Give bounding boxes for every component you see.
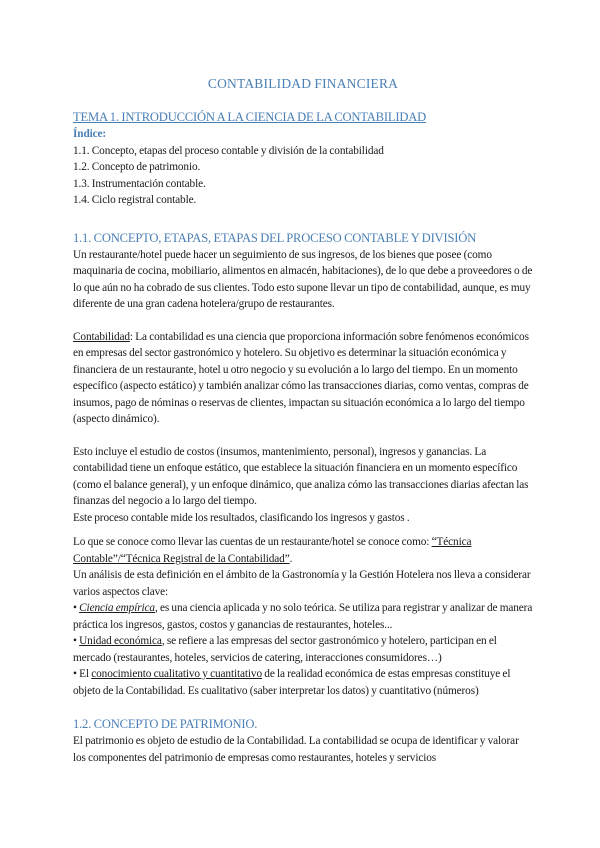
term-conocimiento: conocimiento cualitativo y cuantitativo: [91, 668, 262, 680]
paragraph: Este proceso contable mide los resultados, clasificando los ingresos y gastos .: [73, 511, 410, 524]
term-unidad-economica: Unidad económica: [79, 635, 162, 647]
document-body: [73, 74, 533, 766]
bullet-item: [73, 600, 533, 633]
paragraph-text: Lo que se conoce como llevar las cuentas de un restaurante/hotel se conoce como:: [73, 536, 432, 548]
paragraph-text: .: [289, 552, 293, 565]
term-tecnica-contable: “Técnica Contable”/“Técnica Registral de la Contabilidad”: [73, 536, 472, 565]
paragraph: Esto incluye el estudio de costos (insumos, mantenimiento, personal), ingresos y ganancias. La contabilidad tiene un enfoque estático, que establece la situación financiera en un momento específico (como el balance general), y un enfoque dinámico, que analiza cómo las transacciones diarias afectan las finanzas del negocio a lo largo del tiempo.: [73, 445, 529, 507]
paragraph-contabilidad: [73, 329, 533, 428]
term-ciencia-empirica: Ciencia empírica: [79, 602, 155, 614]
bullet-prefix: •: [73, 602, 80, 614]
bullet-text: , se refiere a las empresas del sector gastronómico y hotelero, participan en el mercado (restaurantes, hoteles, servicios de catering, interacciones consumidores…): [73, 635, 497, 664]
bullet-item: [73, 666, 533, 699]
index-label: Índice:: [73, 128, 107, 140]
paragraph: Un análisis de esta definición en el ámbito de la Gastronomía y la Gestión Hotelera nos lleva a considerar varios aspectos clave:: [73, 569, 531, 598]
paragraph-tecnica: [73, 534, 533, 567]
bullet-prefix: • El: [73, 668, 92, 680]
section-heading: 1.2. CONCEPTO DE PATRIMONIO.: [73, 717, 258, 731]
index-item: 1.2. Concepto de patrimonio.: [73, 161, 201, 173]
index-item: 1.3. Instrumentación contable.: [73, 177, 206, 190]
index-item: 1.4. Ciclo registral contable.: [73, 194, 197, 206]
bullet-prefix: •: [73, 635, 80, 647]
paragraph: El patrimonio es objeto de estudio de la Contabilidad. La contabilidad se ocupa de identificar y valorar los componentes del patrimonio de empresas como restaurantes, hoteles y servicios: [73, 735, 519, 764]
topic-title: TEMA 1. INTRODUCCIÓN A LA CIENCIA DE LA CONTABILIDAD: [73, 110, 427, 124]
index-item: 1.1. Concepto, etapas del proceso contable y división de la contabilidad: [73, 144, 384, 157]
bullet-item: [73, 633, 533, 666]
bullet-text: de la realidad económica de estas empresas constituye el objeto de la Contabilidad. Es cualitativo (saber interpretar los datos) y cuantitativo (números): [73, 668, 511, 697]
paragraph-text: : La contabilidad es una ciencia que proporciona información sobre fenómenos económicos en empresas del sector gastronómico y hotelero. Su objetivo es determinar la situación económica y financiera de un restaurante, hotel u otro negocio y su evolución a lo largo del tiempo. En un momento específico (aspecto estático) y también analizar cómo las transacciones diarias, como ventas, compras de insumos, pago de nóminas o reservas de clientes, impactan su situación económica a lo largo del tiempo (aspecto dinámico).: [73, 330, 529, 425]
section-heading: 1.1. CONCEPTO, ETAPAS, ETAPAS DEL PROCESO CONTABLE Y DIVISIÓN: [73, 230, 477, 245]
paragraph: Un restaurante/hotel puede hacer un seguimiento de sus ingresos, de los bienes que posee (como maquinaria de cocina, mobiliario, alimentos en almacén, habitaciones), de lo que debe a proveedores o de lo que aún no ha cobrado de sus clientes. Todo esto supone llevar un tipo de contabilidad, aunque, es muy diferente de una gran cadena hotelera/grupo de restaurantes.: [73, 248, 533, 310]
term-contabilidad: Contabilidad: [73, 330, 130, 343]
document-title: CONTABILIDAD FINANCIERA: [207, 76, 399, 91]
bullet-text: , es una ciencia aplicada y no solo teórica. Se utiliza para registrar y analizar de manera práctica los ingresos, gastos, costos y ganancias de restaurantes, hoteles...: [73, 602, 533, 631]
